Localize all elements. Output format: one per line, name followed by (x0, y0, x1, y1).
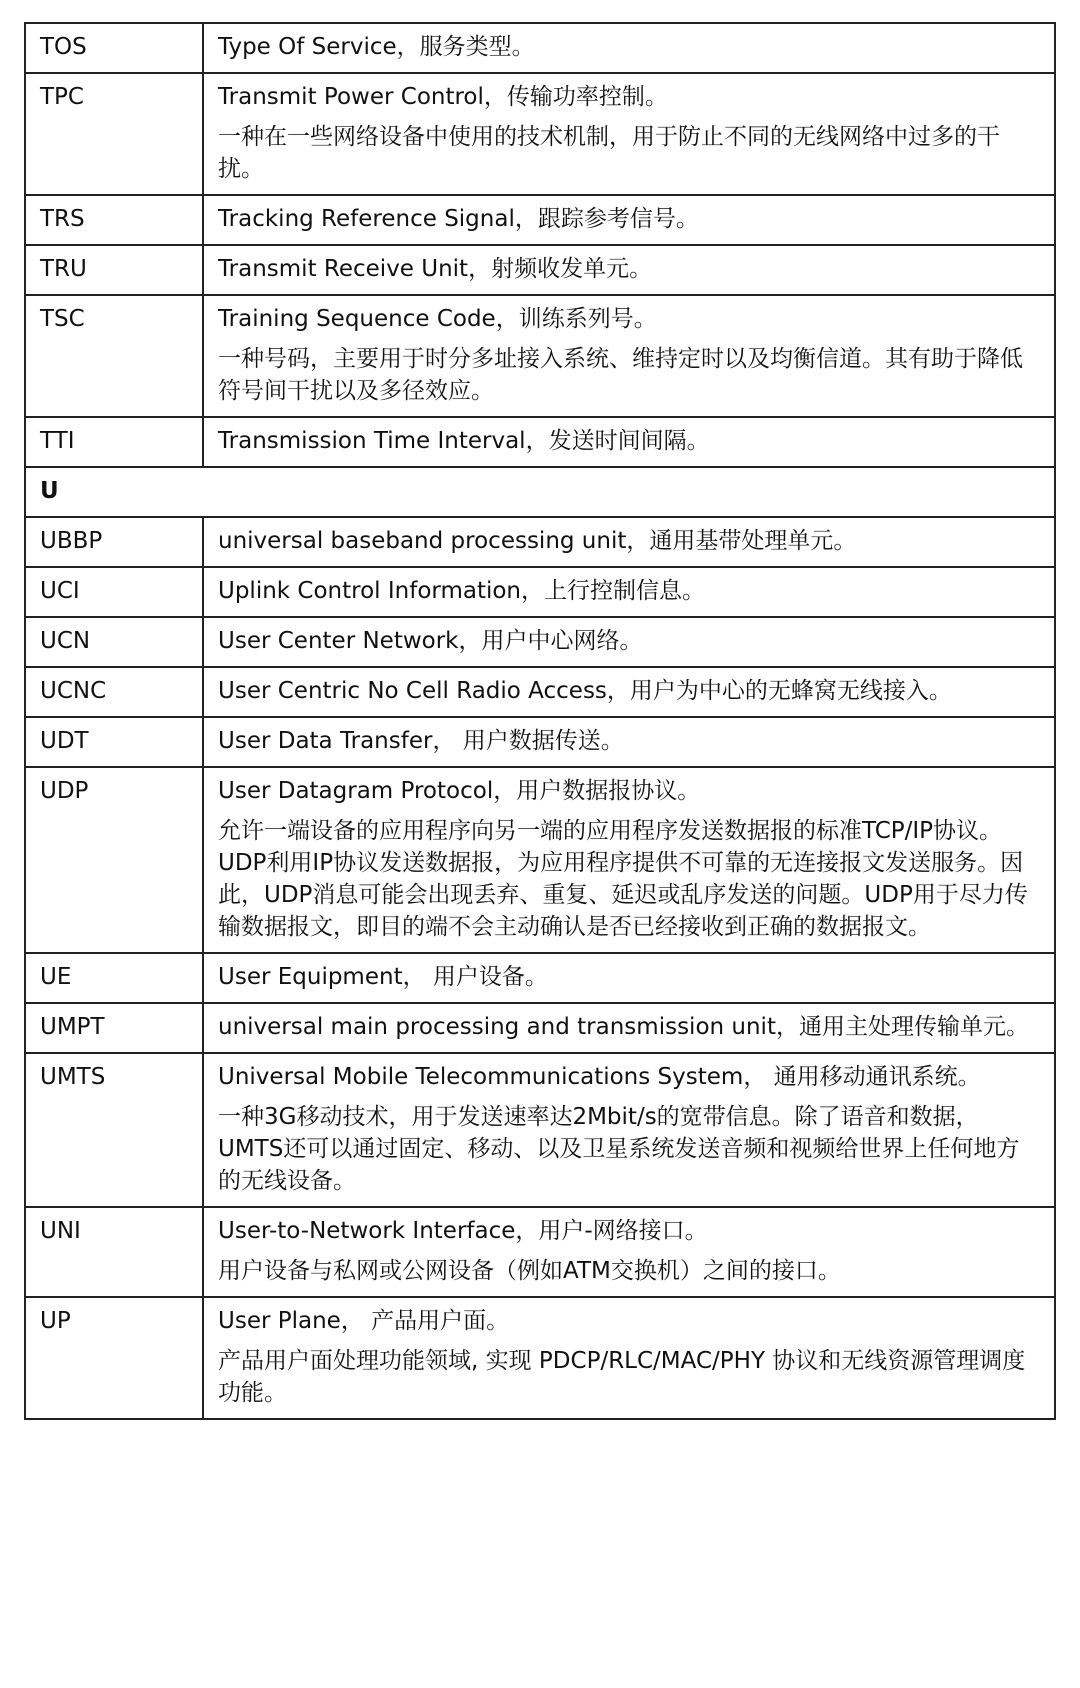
definition (203, 717, 1055, 767)
definition-text: 一种3G移动技术，用于发送速率达2Mbit/s的宽带信息。除了语音和数据，UMTS还可以通过固定、移动、以及卫星系统发送音频和视频给世界上任何地方的无线设备。 (218, 1104, 1020, 1194)
definition-text: 允许一端设备的应用程序向另一端的应用程序发送数据报的标准TCP/IP协议。UDP利用IP协议发送数据报，为应用程序提供不可靠的无连接报文发送服务。因此，UDP消息可能会出现丢弃、重复、延迟或乱序发送的问题。UDP用于尽力传输数据报文，即目的端不会主动确认是否已经接收到正确的数据报文。 (218, 818, 1028, 940)
definition (203, 295, 1055, 417)
section-header: U (25, 467, 1055, 517)
definition-text: User Datagram Protocol，用户数据报协议。 (218, 778, 701, 804)
abbreviation: UDP (25, 767, 203, 953)
definition-text: User Equipment， 用户设备。 (218, 964, 548, 990)
definition-text: 一种在一些网络设备中使用的技术机制，用于防止不同的无线网络中过多的干扰。 (218, 124, 1000, 182)
definition (203, 1053, 1055, 1207)
table-row (25, 245, 1055, 295)
definition-text: Transmit Receive Unit，射频收发单元。 (218, 256, 653, 282)
definition (203, 767, 1055, 953)
definition-text: User Center Network，用户中心网络。 (218, 628, 643, 654)
table-row (25, 617, 1055, 667)
table-row (25, 767, 1055, 953)
definition (203, 245, 1055, 295)
abbreviation: TRU (25, 245, 203, 295)
table-row (25, 73, 1055, 195)
definition-text: universal main processing and transmission unit，通用主处理传输单元。 (218, 1014, 1029, 1040)
definition-text: User Centric No Cell Radio Access，用户为中心的无蜂窝无线接入。 (218, 678, 952, 704)
table-row (25, 1003, 1055, 1053)
definition-text: User Data Transfer， 用户数据传送。 (218, 728, 624, 754)
definition (203, 953, 1055, 1003)
abbreviation: UCN (25, 617, 203, 667)
table-row (25, 953, 1055, 1003)
definition-text: User Plane， 产品用户面。 (218, 1308, 510, 1334)
table-row (25, 195, 1055, 245)
table-row (25, 667, 1055, 717)
definition-text: Type Of Service，服务类型。 (218, 34, 535, 60)
table-row (25, 23, 1055, 73)
abbreviation: UMTS (25, 1053, 203, 1207)
definition (203, 1297, 1055, 1419)
table-row (25, 1207, 1055, 1297)
abbreviation: TRS (25, 195, 203, 245)
definition-text: Transmission Time Interval，发送时间间隔。 (218, 428, 710, 454)
table-row (25, 1297, 1055, 1419)
definition (203, 1207, 1055, 1297)
definition (203, 1003, 1055, 1053)
abbreviation: TTI (25, 417, 203, 467)
definition (203, 617, 1055, 667)
glossary-table (24, 22, 1056, 1420)
abbreviation: TPC (25, 73, 203, 195)
definition-text: 一种号码，主要用于时分多址接入系统、维持定时以及均衡信道。其有助于降低符号间干扰以及多径效应。 (218, 346, 1023, 404)
table-row (25, 567, 1055, 617)
table-row (25, 417, 1055, 467)
definition (203, 195, 1055, 245)
definition-text: Training Sequence Code，训练系列号。 (218, 306, 657, 332)
definition-text: Transmit Power Control，传输功率控制。 (218, 84, 668, 110)
abbreviation: UDT (25, 717, 203, 767)
definition-text: Tracking Reference Signal，跟踪参考信号。 (218, 206, 699, 232)
table-row (25, 1053, 1055, 1207)
definition (203, 667, 1055, 717)
abbreviation: TOS (25, 23, 203, 73)
definition-text: Uplink Control Information，上行控制信息。 (218, 578, 706, 604)
definition-text: Universal Mobile Telecommunications System， 通用移动通讯系统。 (218, 1064, 981, 1090)
table-row (25, 467, 1055, 517)
definition-text: universal baseband processing unit，通用基带处理单元。 (218, 528, 857, 554)
table-row (25, 517, 1055, 567)
definition (203, 567, 1055, 617)
table-row (25, 295, 1055, 417)
definition-text: 用户设备与私网或公网设备（例如ATM交换机）之间的接口。 (218, 1258, 841, 1284)
abbreviation: TSC (25, 295, 203, 417)
definition (203, 23, 1055, 73)
definition (203, 517, 1055, 567)
abbreviation: UCNC (25, 667, 203, 717)
abbreviation: UNI (25, 1207, 203, 1297)
abbreviation: UP (25, 1297, 203, 1419)
table-row (25, 717, 1055, 767)
abbreviation: UCI (25, 567, 203, 617)
definition-text: 产品用户面处理功能领域, 实现 PDCP/RLC/MAC/PHY 协议和无线资源管理调度功能。 (218, 1348, 1026, 1406)
definition (203, 417, 1055, 467)
definition (203, 73, 1055, 195)
definition-text: User-to-Network Interface，用户-网络接口。 (218, 1218, 708, 1244)
abbreviation: UMPT (25, 1003, 203, 1053)
abbreviation: UBBP (25, 517, 203, 567)
abbreviation: UE (25, 953, 203, 1003)
